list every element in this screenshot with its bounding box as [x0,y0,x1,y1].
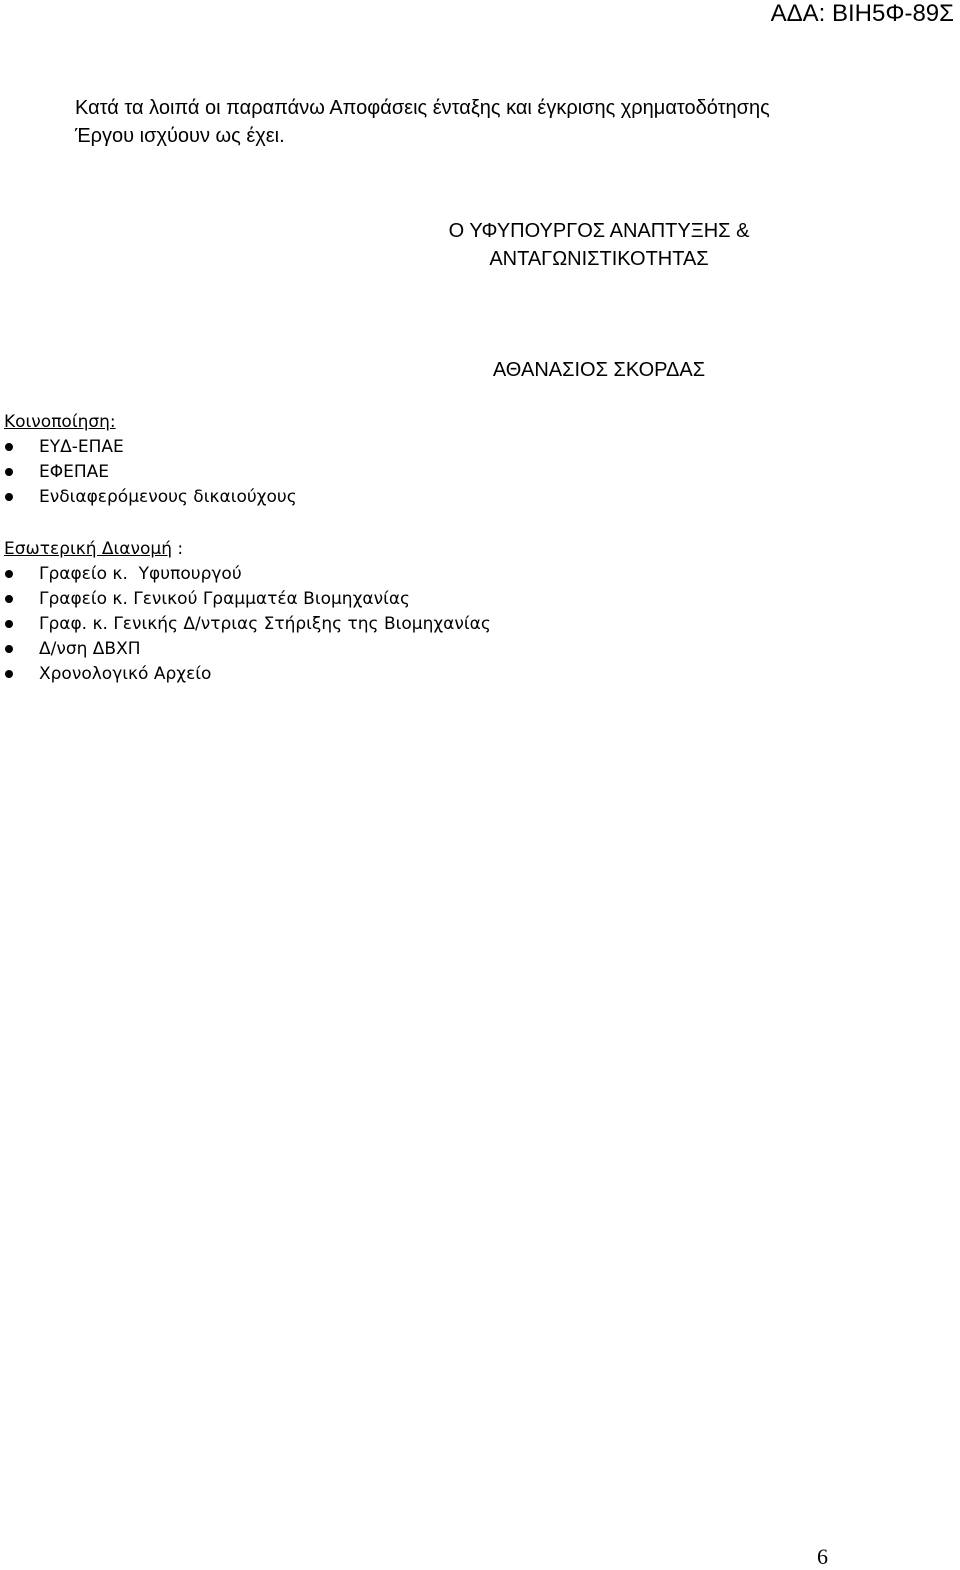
internal-distribution-section [4,537,491,687]
notification-list [4,435,297,510]
list-item-text: ΕΦΕΠΑΕ [39,462,110,482]
bullet-icon [5,443,13,451]
list-item-text: ΕΥΔ-ΕΠΑΕ [39,437,124,457]
list-item-text: Γραφείο κ. Γενικού Γραμματέα Βιομηχανίας [39,589,411,609]
list-item [4,637,491,662]
list-item [4,460,297,485]
list-item [4,612,491,637]
list-item [4,435,297,460]
bullet-icon [5,595,13,603]
bullet-icon [5,645,13,653]
intro-paragraph [75,94,770,150]
list-item [4,485,297,510]
signatory-name: ΑΘΑΝΑΣΙΟΣ ΣΚΟΡΔΑΣ [492,359,706,381]
list-item-text: Γραφ. κ. Γενικής Δ/ντριας Στήριξης της Βιομηχανίας [39,614,491,634]
notification-heading: Κοινοποίηση: [4,412,116,432]
bullet-icon [5,620,13,628]
page-number: 6 [817,1544,828,1569]
list-item-text: Γραφείο κ. Υφυπουργού [39,564,242,584]
internal-distribution-heading-suffix: : [172,539,184,559]
bullet-icon [5,493,13,501]
intro-line-1: Κατά τα λοιπά οι παραπάνω Αποφάσεις ένταξης και έγκρισης χρηματοδότησης [75,97,770,119]
bullet-icon [5,468,13,476]
internal-distribution-list [4,562,491,687]
internal-distribution-heading: Εσωτερική Διανομή [4,539,172,559]
notification-section [4,410,297,510]
ada-code: ΑΔΑ: ΒΙΗ5Φ-89Σ [770,0,954,27]
signature-title-line-2: ΑΝΤΑΓΩΝΙΣΤΙΚΟΤΗΤΑΣ [489,248,709,270]
list-item-text: Δ/νση ΔΒΧΠ [39,639,141,659]
internal-distribution-heading-row [4,537,491,562]
list-item [4,587,491,612]
intro-line-2: Έργου ισχύουν ως έχει. [75,125,285,147]
list-item-text: Ενδιαφερόμενους δικαιούχους [39,487,297,507]
list-item [4,662,491,687]
bullet-icon [5,570,13,578]
signature-title [440,217,758,273]
signature-title-line-1: Ο ΥΦΥΠΟΥΡΓΟΣ ΑΝΑΠΤΥΞΗΣ & [448,220,750,242]
list-item-text: Χρονολογικό Αρχείο [39,664,212,684]
list-item [4,562,491,587]
bullet-icon [5,670,13,678]
